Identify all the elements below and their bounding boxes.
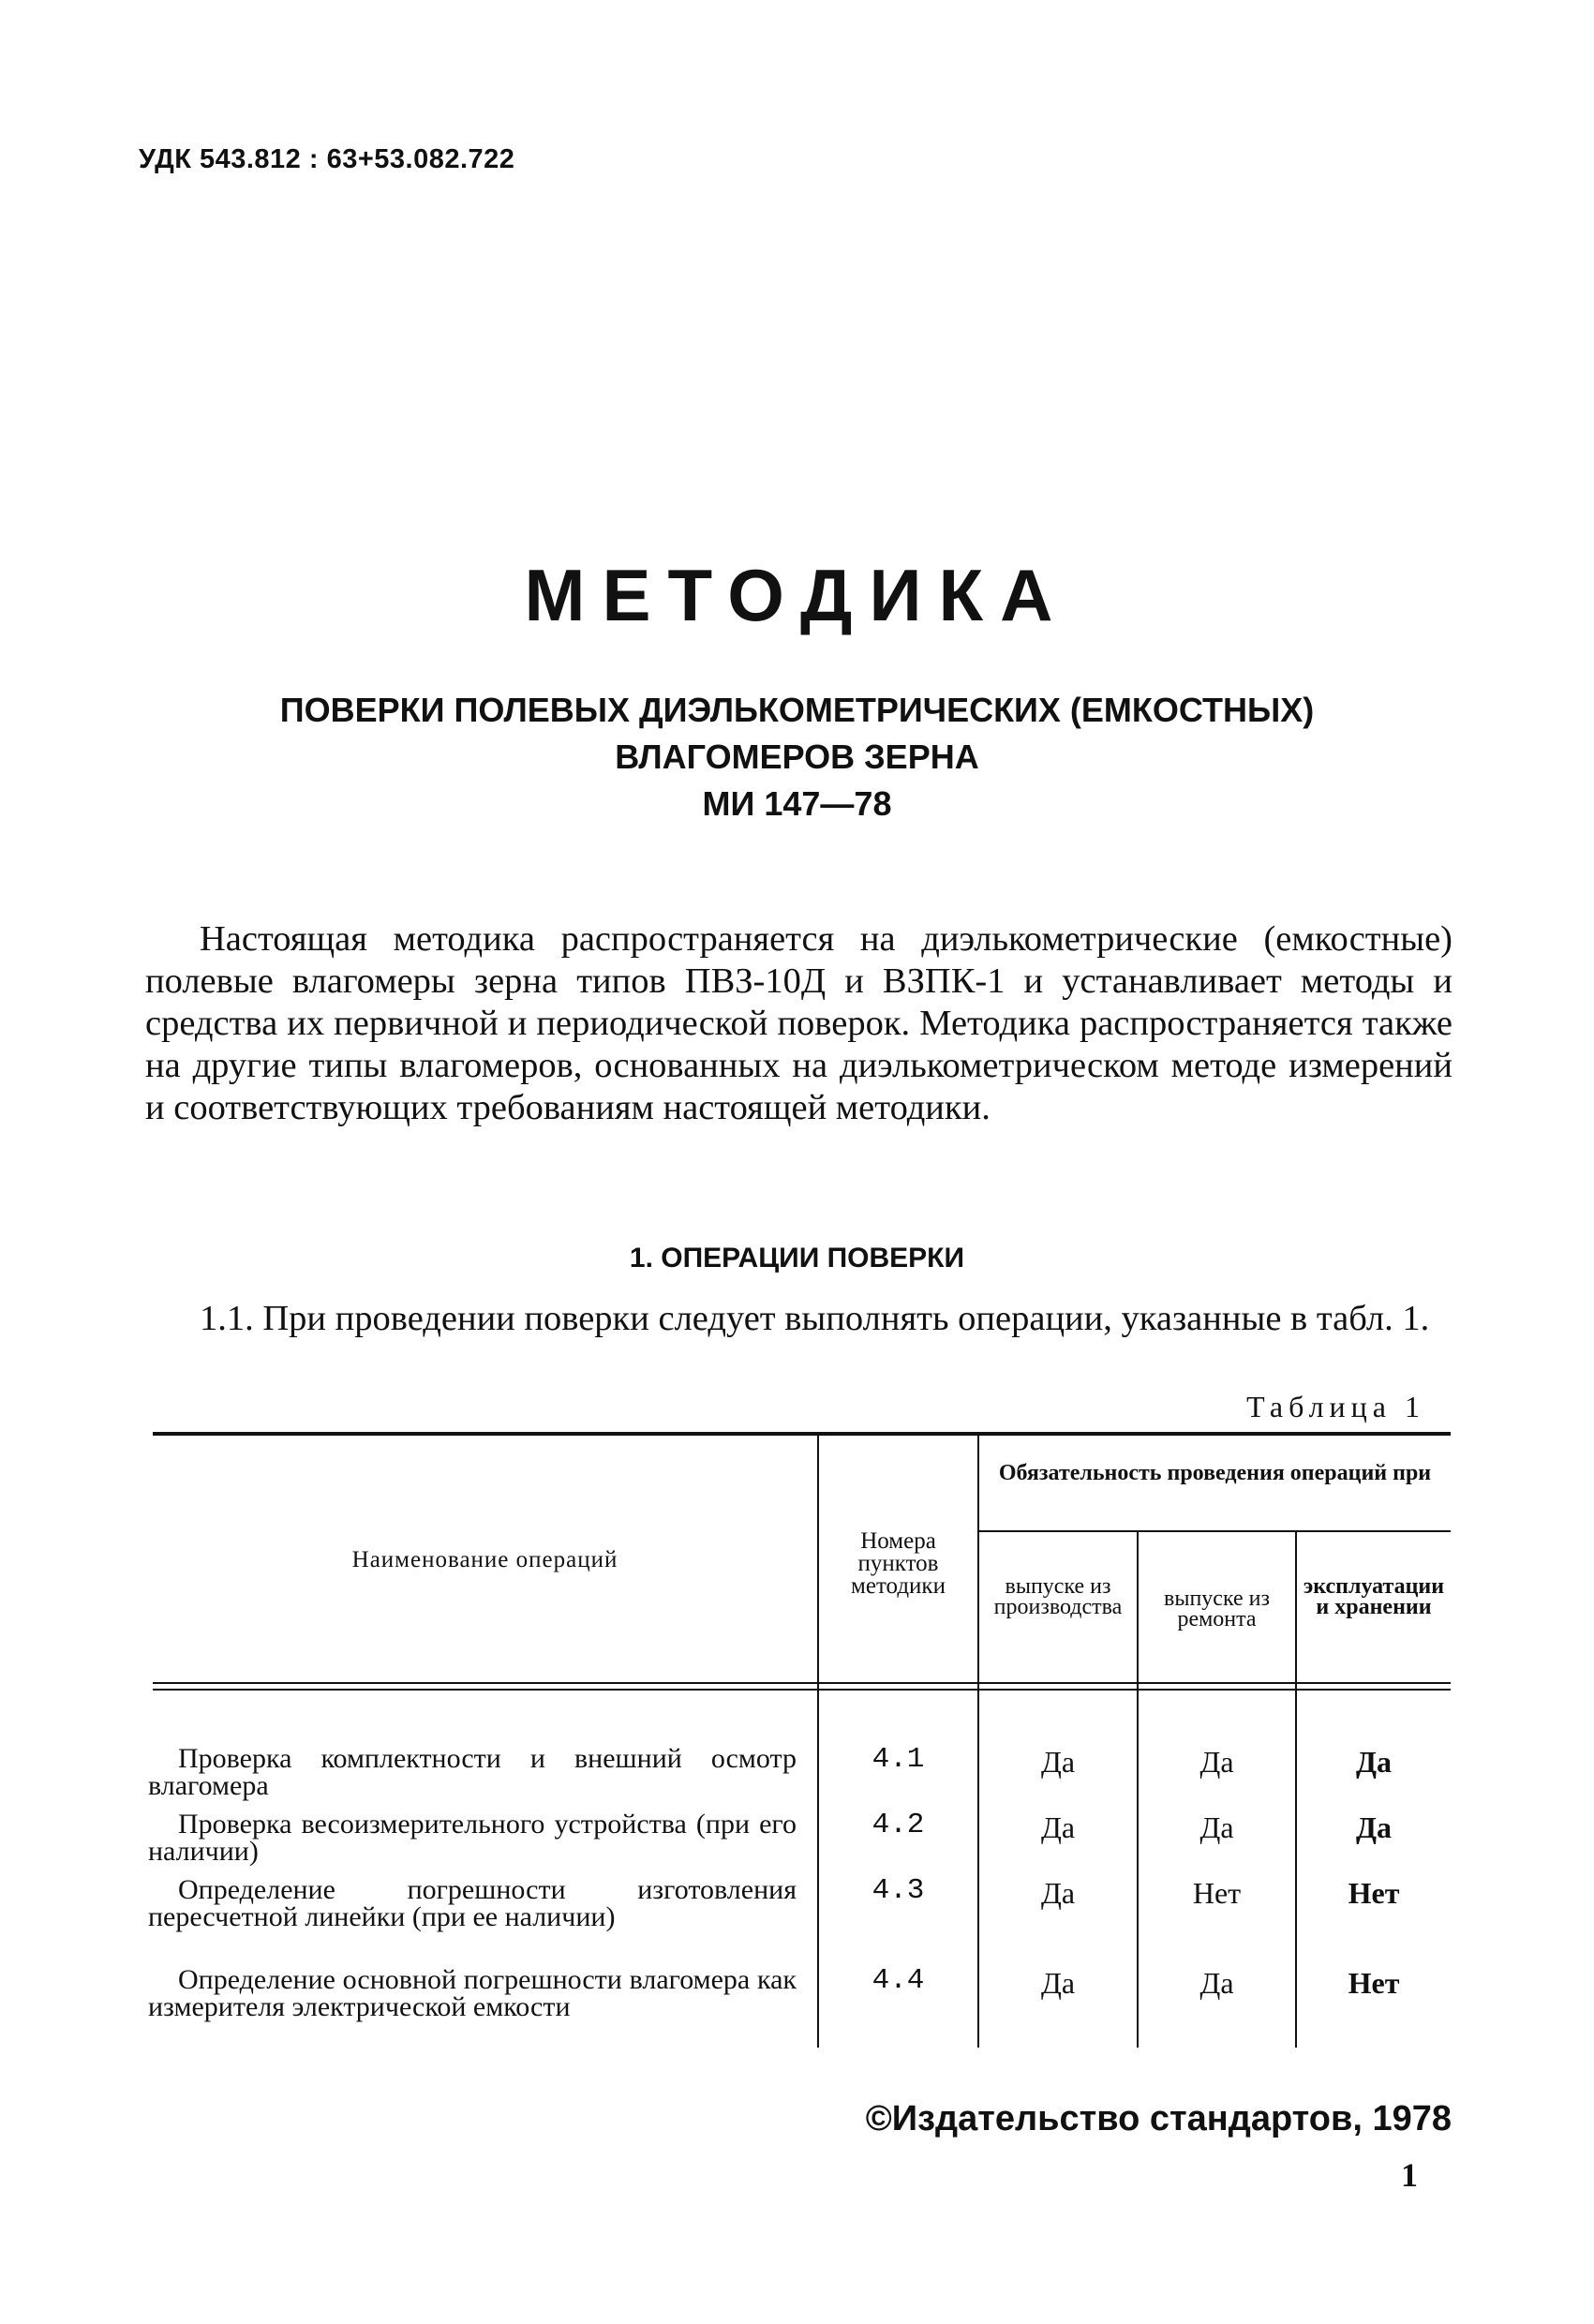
table-top-rule: [153, 1432, 1451, 1436]
table-column-divider: [817, 1434, 819, 2048]
table-row-num: 4.2: [871, 1809, 925, 1841]
subtitle-line-1: ПОВЕРКИ ПОЛЕВЫХ ДИЭЛЬКОМЕТРИЧЕСКИХ (ЕМКОСТНЫХ): [279, 691, 1315, 729]
table-row-cell: Нет: [1348, 1876, 1400, 1910]
table-row-name: Проверка весоизмерительного устройства (при его наличии): [148, 1809, 797, 1867]
section-heading: 1. ОПЕРАЦИИ ПОВЕРКИ: [629, 1243, 965, 1274]
table-row-cell: Да: [1355, 1745, 1392, 1779]
table-row-num: 4.4: [871, 1964, 925, 1997]
table-row-cell: Нет: [1348, 1966, 1400, 2000]
page-number: 1: [1401, 2156, 1418, 2194]
table-row-name: Проверка комплектности и внешний осмотр влагомера: [148, 1743, 797, 1801]
header-operation-storage: эксплуатации и хранении: [1303, 1574, 1445, 1619]
intro-paragraph: Настоящая методика распространяется на диэлькометрические (емкостные) полевые влагомеры зерна типов ПВЗ-10Д и ВЗПК-1 и устанавливает методы и средства их первичной и периодической поверок. Методика распространяется также на другие типы влагомеров, основанных на диэлькометрическом методе измерений и соответствующих требованиям настоящей методики.: [145, 919, 1452, 1127]
table-row-cell: Да: [1040, 1876, 1076, 1910]
table-row-num: 4.3: [871, 1874, 925, 1907]
table-row-cell: Да: [1040, 1810, 1076, 1844]
header-item-numbers: Номера пунктов методики: [851, 1528, 946, 1599]
section-paragraph: 1.1. При проведении поверки следует выполнять операции, указанные в табл. 1.: [200, 1299, 1430, 1338]
table-column-divider: [977, 1434, 979, 2048]
table-header-bottom-rule-2: [153, 1689, 1451, 1691]
table-caption: Таблица 1: [1246, 1390, 1425, 1423]
publisher-copyright: ©Издательство стандартов, 1978: [865, 2099, 1452, 2138]
table-header-divider: [977, 1530, 1451, 1532]
table-row-num: 4.1: [871, 1743, 925, 1776]
udk-code: УДК 543.812 : 63+53.082.722: [139, 144, 515, 174]
table-row-cell: Да: [1199, 1810, 1234, 1844]
table-header-bottom-rule: [153, 1682, 1451, 1684]
table-row-cell: Да: [1199, 1966, 1234, 2000]
table-row-cell: Да: [1355, 1810, 1392, 1844]
document-title: МЕТОДИКА: [524, 554, 1070, 636]
table-row-cell: Да: [1040, 1966, 1076, 2000]
table-row-cell: Да: [1040, 1745, 1076, 1779]
table-row-cell: Нет: [1192, 1876, 1242, 1910]
table-row-name: Определение погрешности изготовления пересчетной линейки (при ее наличии): [148, 1874, 797, 1932]
header-mandatory-group: Обязательность проведения операций при: [998, 1461, 1432, 1485]
header-operation-name: Наименование операций: [351, 1547, 618, 1572]
subtitle-line-2: ВЛАГОМЕРОВ ЗЕРНА: [615, 737, 979, 776]
header-production-release: выпуске из производства: [993, 1574, 1123, 1619]
document-code: МИ 147—78: [702, 784, 892, 823]
table-row-cell: Да: [1199, 1745, 1234, 1779]
table-row-name: Определение основной погрешности влагомера как измерителя электрической емкости: [148, 1964, 797, 2022]
header-repair-release: выпуске из ремонта: [1164, 1587, 1270, 1631]
